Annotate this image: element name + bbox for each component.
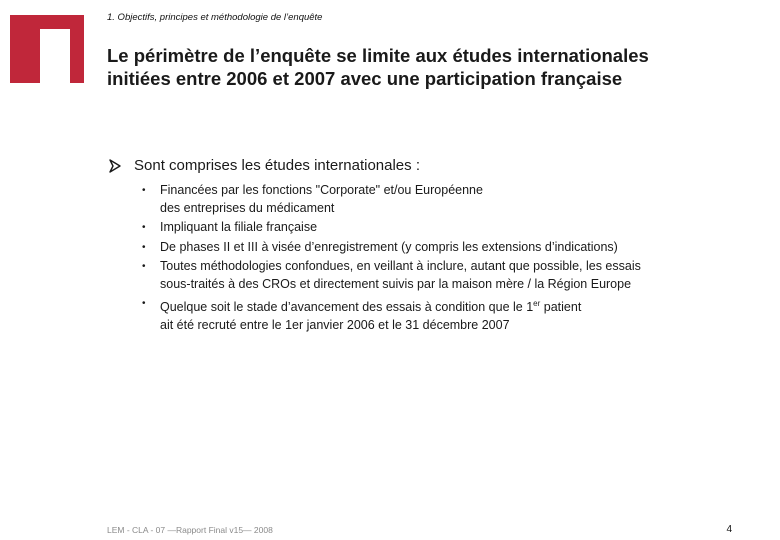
bullet-icon: • xyxy=(142,261,146,272)
brand-logo xyxy=(10,15,84,83)
list-item-line: sous-traités à des CROs et directement suivis par la maison mère / la Région Europe xyxy=(160,276,632,291)
list-item xyxy=(142,219,748,237)
list-item-line: Financées par les fonctions "Corporate" et/ou Européenne xyxy=(160,183,483,197)
page-title-line-2: initiées entre 2006 et 2007 avec une participation française xyxy=(107,68,623,89)
bullet-icon: • xyxy=(142,298,146,309)
section-heading-text: Sont comprises les études internationales : xyxy=(134,157,420,174)
list-item-text: Quelque soit le stade d’avancement des essais à condition que le 1 xyxy=(160,300,534,314)
list-item-line xyxy=(160,295,748,317)
scope-section xyxy=(108,156,748,336)
list-item xyxy=(142,295,748,334)
section-heading xyxy=(108,156,748,176)
criteria-list xyxy=(108,182,748,334)
bullet-icon: • xyxy=(142,222,146,233)
page-title-line-1: Le périmètre de l’enquête se limite aux études internationales xyxy=(107,45,649,66)
list-item-line: ait été recruté entre le 1er janvier 2006 et le 31 décembre 2007 xyxy=(160,317,510,332)
list-item-text: patient xyxy=(540,300,582,314)
list-item xyxy=(142,239,748,257)
list-item-line: Impliquant la filiale française xyxy=(160,220,318,234)
footer-reference: LEM - CLA - 07 —Rapport Final v15— 2008 xyxy=(107,525,273,535)
arrow-right-icon xyxy=(108,159,122,173)
page-number: 4 xyxy=(726,524,732,535)
list-item xyxy=(142,182,748,217)
list-item xyxy=(142,258,748,293)
list-item-line: De phases II et III à visée d’enregistrement (y compris les extensions d’indications) xyxy=(160,239,618,254)
page-title xyxy=(107,44,747,90)
ordinal-superscript: er xyxy=(533,299,541,308)
list-item-line: des entreprises du médicament xyxy=(160,200,335,215)
breadcrumb: 1. Objectifs, principes et méthodologie de l’enquête xyxy=(107,12,323,23)
bullet-icon: • xyxy=(142,185,146,196)
logo-mark-icon xyxy=(10,15,84,83)
bullet-icon: • xyxy=(142,241,146,253)
list-item-line: Toutes méthodologies confondues, en veillant à inclure, autant que possible, les essais xyxy=(160,259,641,273)
